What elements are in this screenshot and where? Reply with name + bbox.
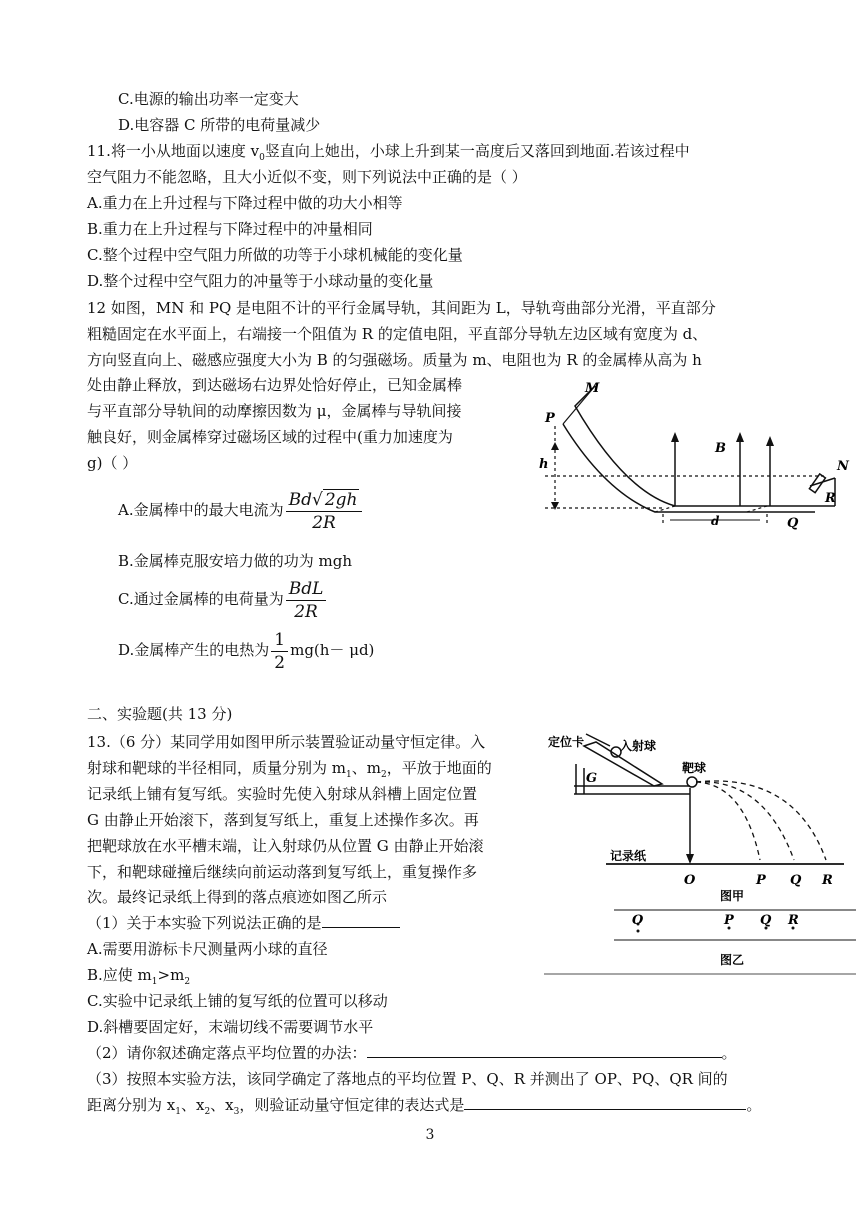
label-b: B: [715, 441, 726, 456]
q13-stem-line6: 下，和靶球碰撞后继续向前运动落到复写纸上，重复操作多: [87, 863, 478, 881]
label-positioning-card: 定位卡: [548, 735, 585, 749]
section-title-experiment: 二、实验题(共 13 分): [87, 705, 233, 723]
q11-option-a: A.重力在上升过程与下降过程中做的功大小相等: [87, 194, 403, 212]
label-n: N: [837, 459, 849, 474]
q11-option-b: B.重力在上升过程与下降过程中的冲量相同: [87, 220, 373, 238]
q13-part2-blank[interactable]: [367, 1057, 722, 1058]
q13-collision-apparatus-diagram: [544, 728, 856, 976]
q12-stem-line1: 12 如图，MN 和 PQ 是电阻不计的平行金属导轨，其间距为 L，导轨弯曲部分光滑，平直部分: [87, 299, 716, 317]
q13-part3-blank[interactable]: [464, 1109, 746, 1110]
caption-figure-yi: 图乙: [720, 953, 745, 967]
label-p-yi: P: [724, 913, 734, 928]
q12-option-d: D.金属棒产生的电热为 $\frac{1}{2}$ mg(h－ μd): [118, 629, 375, 673]
label-q-yi: Q: [760, 913, 772, 928]
q12d-formula: $\frac{1}{2}$: [271, 629, 288, 674]
label-q: Q: [787, 516, 799, 530]
label-h: h: [539, 457, 549, 472]
q13-part3-line1: （3）按照本实验方法，该同学确定了落地点的平均位置 P、Q、R 并测出了 OP、PQ、QR 间的: [87, 1070, 728, 1088]
q13-stem-line7: 次。最终记录纸上得到的落点痕迹如图乙所示: [87, 888, 388, 906]
q13-stem-line3: 记录纸上铺有复写纸。实验时先使入射球从斜槽上固定位置: [87, 785, 478, 803]
label-p: P: [545, 411, 555, 426]
q13-option-d: D.斜槽要固定好，末端切线不需要调节水平: [87, 1018, 374, 1036]
q12-stem-line5: 与平直部分导轨间的动摩擦因数为 μ，金属棒与导轨间接: [87, 402, 462, 420]
label-r-jia: R: [822, 873, 833, 888]
q11-stem-line1: 11.将一小从地面以速度 $v_0$竖直向上她出，小球上升到某一高度后又落回到地面.若该过程中: [87, 142, 690, 163]
q13-part1-blank[interactable]: [322, 927, 400, 928]
q12-stem-line7: g)（ ）: [87, 454, 138, 472]
q10-option-c: C.电源的输出功率一定变大: [118, 90, 299, 108]
q13-option-b: B.应使 $m_1>m_2$: [87, 966, 191, 987]
q12-stem-line4: 处由静止释放，到达磁场右边界处恰好停止，已知金属棒: [87, 376, 463, 394]
label-record-paper: 记录纸: [610, 849, 647, 863]
page-number: 3: [425, 1127, 435, 1143]
q13-stem-line5: 把靶球放在水平槽末端，让入射球仍从位置 G 由静止开始滚: [87, 837, 484, 855]
q12a-formula: $\frac{Bd√ 2gh}{2R}$: [286, 489, 363, 534]
q12-stem-line2: 粗糙固定在水平面上，右端接一个阻值为 R 的定值电阻，平直部分导轨左边区域有宽度为 d、: [87, 325, 708, 343]
q11-option-c: C.整个过程中空气阻力所做的功等于小球机械能的变化量: [87, 246, 463, 264]
label-o-jia: O: [684, 873, 696, 888]
q13-part3-line2: 距离分别为 $x_1$、$x_2$、$x_3$，则验证动量守恒定律的表达式是 。: [87, 1096, 762, 1117]
q13-part1: （1）关于本实验下列说法正确的是: [87, 912, 400, 934]
q12-rail-diagram: [535, 382, 855, 530]
label-p-jia: P: [756, 873, 766, 888]
label-q-jia: Q: [790, 873, 802, 888]
label-r-yi: R: [788, 913, 799, 928]
label-d: d: [711, 514, 720, 528]
label-o-yi: O: [632, 913, 644, 928]
q11-option-d: D.整个过程中空气阻力的冲量等于小球动量的变化量: [87, 272, 434, 290]
q11-stem-line2: 空气阻力不能忽略，且大小近似不变，则下列说法中正确的是（ ）: [87, 168, 527, 186]
label-r: R: [825, 491, 836, 506]
q12-stem-line6: 触良好，则金属棒穿过磁场区域的过程中(重力加速度为: [87, 428, 453, 446]
q10-option-d: D.电容器 C 所带的电荷量减少: [118, 116, 321, 134]
q13-option-c: C.实验中记录纸上铺的复写纸的位置可以移动: [87, 992, 388, 1010]
label-incident-ball: 入射球: [620, 739, 657, 753]
q13-option-a: A.需要用游标卡尺测量两小球的直径: [87, 940, 328, 958]
q13-stem-line4: G 由静止开始滚下，落到复写纸上，重复上述操作多次。再: [87, 811, 479, 829]
label-target-ball: 靶球: [682, 761, 707, 775]
q12-stem-line3: 方向竖直向上、磁感应强度大小为 B 的匀强磁场。质量为 m、电阻也为 R 的金属棒从高为 h: [87, 351, 702, 369]
q12-option-b: B.金属棒克服安培力做的功为 mgh: [118, 552, 353, 570]
q13-part2: （2）请你叙述确定落点平均位置的办法： 。: [87, 1044, 737, 1062]
label-g: G: [586, 771, 598, 786]
caption-figure-jia: 图甲: [720, 889, 745, 903]
q13-stem-line1: 13.（6 分）某同学用如图甲所示装置验证动量守恒定律。入: [87, 733, 486, 751]
q13-stem-line2: 射球和靶球的半径相同，质量分别为 $m_1$、$m_2$，平放于地面的: [87, 759, 492, 780]
q12-option-a: A.金属棒中的最大电流为 $\frac{Bd√ 2gh}{2R}$: [118, 487, 364, 534]
q12-option-c: C.通过金属棒的电荷量为 $\frac{\text{BdL}}{2R}$: [118, 576, 328, 623]
q12c-formula: $\frac{\text{BdL}}{2R}$: [286, 578, 327, 623]
label-m: M: [585, 382, 600, 396]
